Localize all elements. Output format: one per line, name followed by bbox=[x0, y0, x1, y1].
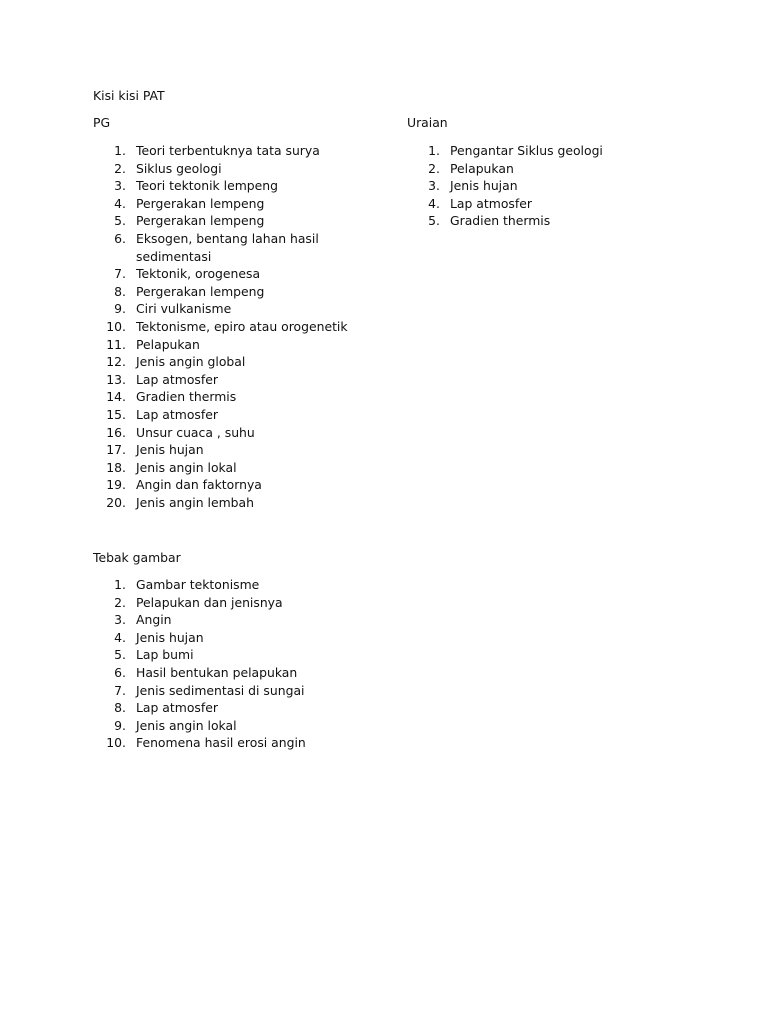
list-item bbox=[80, 388, 360, 406]
list-item-text: Pelapukan dan jenisnya bbox=[136, 594, 283, 610]
pg-list bbox=[80, 142, 360, 511]
list-item bbox=[80, 371, 360, 389]
list-item bbox=[80, 353, 360, 371]
list-item bbox=[80, 629, 360, 647]
list-item bbox=[80, 230, 360, 265]
list-item-text: Jenis hujan bbox=[450, 178, 518, 194]
list-item bbox=[80, 646, 360, 664]
list-item-text: Fenomena hasil erosi angin bbox=[136, 735, 306, 751]
list-item-text: Pergerakan lempeng bbox=[136, 283, 265, 299]
list-item bbox=[80, 576, 360, 594]
list-item-text: Hasil bentukan pelapukan bbox=[136, 664, 298, 680]
list-item bbox=[80, 476, 360, 494]
list-item bbox=[80, 682, 360, 700]
list-item-text: Unsur cuaca , suhu bbox=[136, 424, 255, 440]
list-item-number: 19. bbox=[106, 477, 126, 493]
list-item-number: 4. bbox=[114, 195, 126, 211]
list-item bbox=[394, 142, 674, 160]
list-item-number: 11. bbox=[106, 336, 126, 352]
list-item bbox=[80, 336, 360, 354]
list-item-text: Siklus geologi bbox=[136, 160, 222, 176]
list-item-number: 5. bbox=[428, 213, 440, 229]
list-item bbox=[80, 611, 360, 629]
list-item-number: 6. bbox=[114, 230, 126, 246]
list-item-text: Lap bumi bbox=[136, 647, 194, 663]
list-item-number: 4. bbox=[428, 195, 440, 211]
list-item-text: Pelapukan bbox=[136, 336, 200, 352]
tebak-gambar-list bbox=[80, 576, 360, 752]
list-item-text: Gradien thermis bbox=[450, 213, 551, 229]
list-item-number: 10. bbox=[106, 318, 126, 334]
list-item-text: Pengantar Siklus geologi bbox=[450, 143, 603, 158]
list-item-text: Pergerakan lempeng bbox=[136, 213, 265, 229]
list-item-number: 18. bbox=[106, 459, 126, 475]
list-item-text: Angin bbox=[136, 612, 172, 628]
list-item bbox=[80, 160, 360, 178]
list-item-text: Jenis angin lokal bbox=[136, 717, 237, 733]
list-item bbox=[80, 265, 360, 283]
list-item-number: 5. bbox=[114, 647, 126, 663]
list-item-text: Pergerakan lempeng bbox=[136, 195, 265, 211]
list-item bbox=[80, 406, 360, 424]
list-item-text: Teori terbentuknya tata surya bbox=[136, 143, 320, 158]
list-item-text: Ciri vulkanisme bbox=[136, 301, 232, 317]
list-item bbox=[394, 177, 674, 195]
list-item-number: 7. bbox=[114, 682, 126, 698]
uraian-section-label: Uraian bbox=[407, 115, 448, 130]
list-item-number: 16. bbox=[106, 424, 126, 440]
list-item-text: Pelapukan bbox=[450, 160, 514, 176]
list-item-number: 17. bbox=[106, 442, 126, 458]
list-item-text: Jenis angin global bbox=[136, 354, 246, 370]
list-item-number: 9. bbox=[114, 717, 126, 733]
list-item bbox=[80, 195, 360, 213]
list-item-text: Jenis hujan bbox=[136, 629, 204, 645]
list-item-number: 13. bbox=[106, 371, 126, 387]
document-title: Kisi kisi PAT bbox=[93, 88, 165, 103]
list-item-text: Jenis sedimentasi di sungai bbox=[136, 682, 305, 698]
list-item bbox=[80, 177, 360, 195]
list-item-text: Jenis hujan bbox=[136, 442, 204, 458]
list-item-number: 2. bbox=[428, 160, 440, 176]
list-item-text: Tektonisme, epiro atau orogenetik bbox=[136, 318, 348, 334]
list-item-text: Lap atmosfer bbox=[136, 371, 218, 387]
list-item-number: 2. bbox=[114, 594, 126, 610]
list-item-text: Jenis angin lokal bbox=[136, 459, 237, 475]
list-item bbox=[80, 212, 360, 230]
list-item-text: Gradien thermis bbox=[136, 389, 237, 405]
list-item bbox=[80, 594, 360, 612]
list-item bbox=[80, 734, 360, 752]
list-item-text: Lap atmosfer bbox=[136, 406, 218, 422]
list-item-number: 1. bbox=[428, 143, 440, 158]
list-item bbox=[394, 212, 674, 230]
list-item-text: Angin dan faktornya bbox=[136, 477, 262, 493]
list-item-number: 3. bbox=[114, 612, 126, 628]
list-item-number: 8. bbox=[114, 283, 126, 299]
list-item-number: 10. bbox=[106, 735, 126, 751]
list-item bbox=[394, 195, 674, 213]
list-item bbox=[80, 459, 360, 477]
list-item-text: Gambar tektonisme bbox=[136, 577, 260, 592]
list-item-text: Lap atmosfer bbox=[450, 195, 532, 211]
list-item-text: Teori tektonik lempeng bbox=[136, 178, 278, 194]
list-item-number: 2. bbox=[114, 160, 126, 176]
list-item-text: Lap atmosfer bbox=[136, 700, 218, 716]
list-item-number: 20. bbox=[106, 494, 126, 510]
list-item bbox=[394, 160, 674, 178]
list-item-number: 3. bbox=[114, 178, 126, 194]
list-item-number: 9. bbox=[114, 301, 126, 317]
list-item-number: 14. bbox=[106, 389, 126, 405]
list-item-number: 8. bbox=[114, 700, 126, 716]
list-item bbox=[80, 318, 360, 336]
list-item-number: 5. bbox=[114, 213, 126, 229]
list-item bbox=[80, 300, 360, 318]
list-item-number: 6. bbox=[114, 664, 126, 680]
list-item-text: Tektonik, orogenesa bbox=[136, 266, 261, 282]
list-item-number: 3. bbox=[428, 178, 440, 194]
list-item-number: 7. bbox=[114, 266, 126, 282]
list-item-number: 1. bbox=[114, 143, 126, 158]
list-item-text: Jenis angin lembah bbox=[136, 494, 254, 510]
list-item-text: Eksogen, bentang lahan hasil sedimentasi bbox=[136, 230, 319, 264]
pg-section-label: PG bbox=[93, 115, 111, 130]
list-item bbox=[80, 441, 360, 459]
list-item bbox=[80, 717, 360, 735]
tebak-gambar-section-label: Tebak gambar bbox=[93, 550, 181, 565]
list-item bbox=[80, 699, 360, 717]
list-item-number: 12. bbox=[106, 354, 126, 370]
list-item bbox=[80, 664, 360, 682]
list-item bbox=[80, 424, 360, 442]
uraian-list bbox=[394, 142, 674, 230]
list-item bbox=[80, 283, 360, 301]
list-item-number: 15. bbox=[106, 406, 126, 422]
list-item-number: 4. bbox=[114, 629, 126, 645]
list-item-number: 1. bbox=[114, 577, 126, 592]
list-item bbox=[80, 494, 360, 512]
list-item bbox=[80, 142, 360, 160]
